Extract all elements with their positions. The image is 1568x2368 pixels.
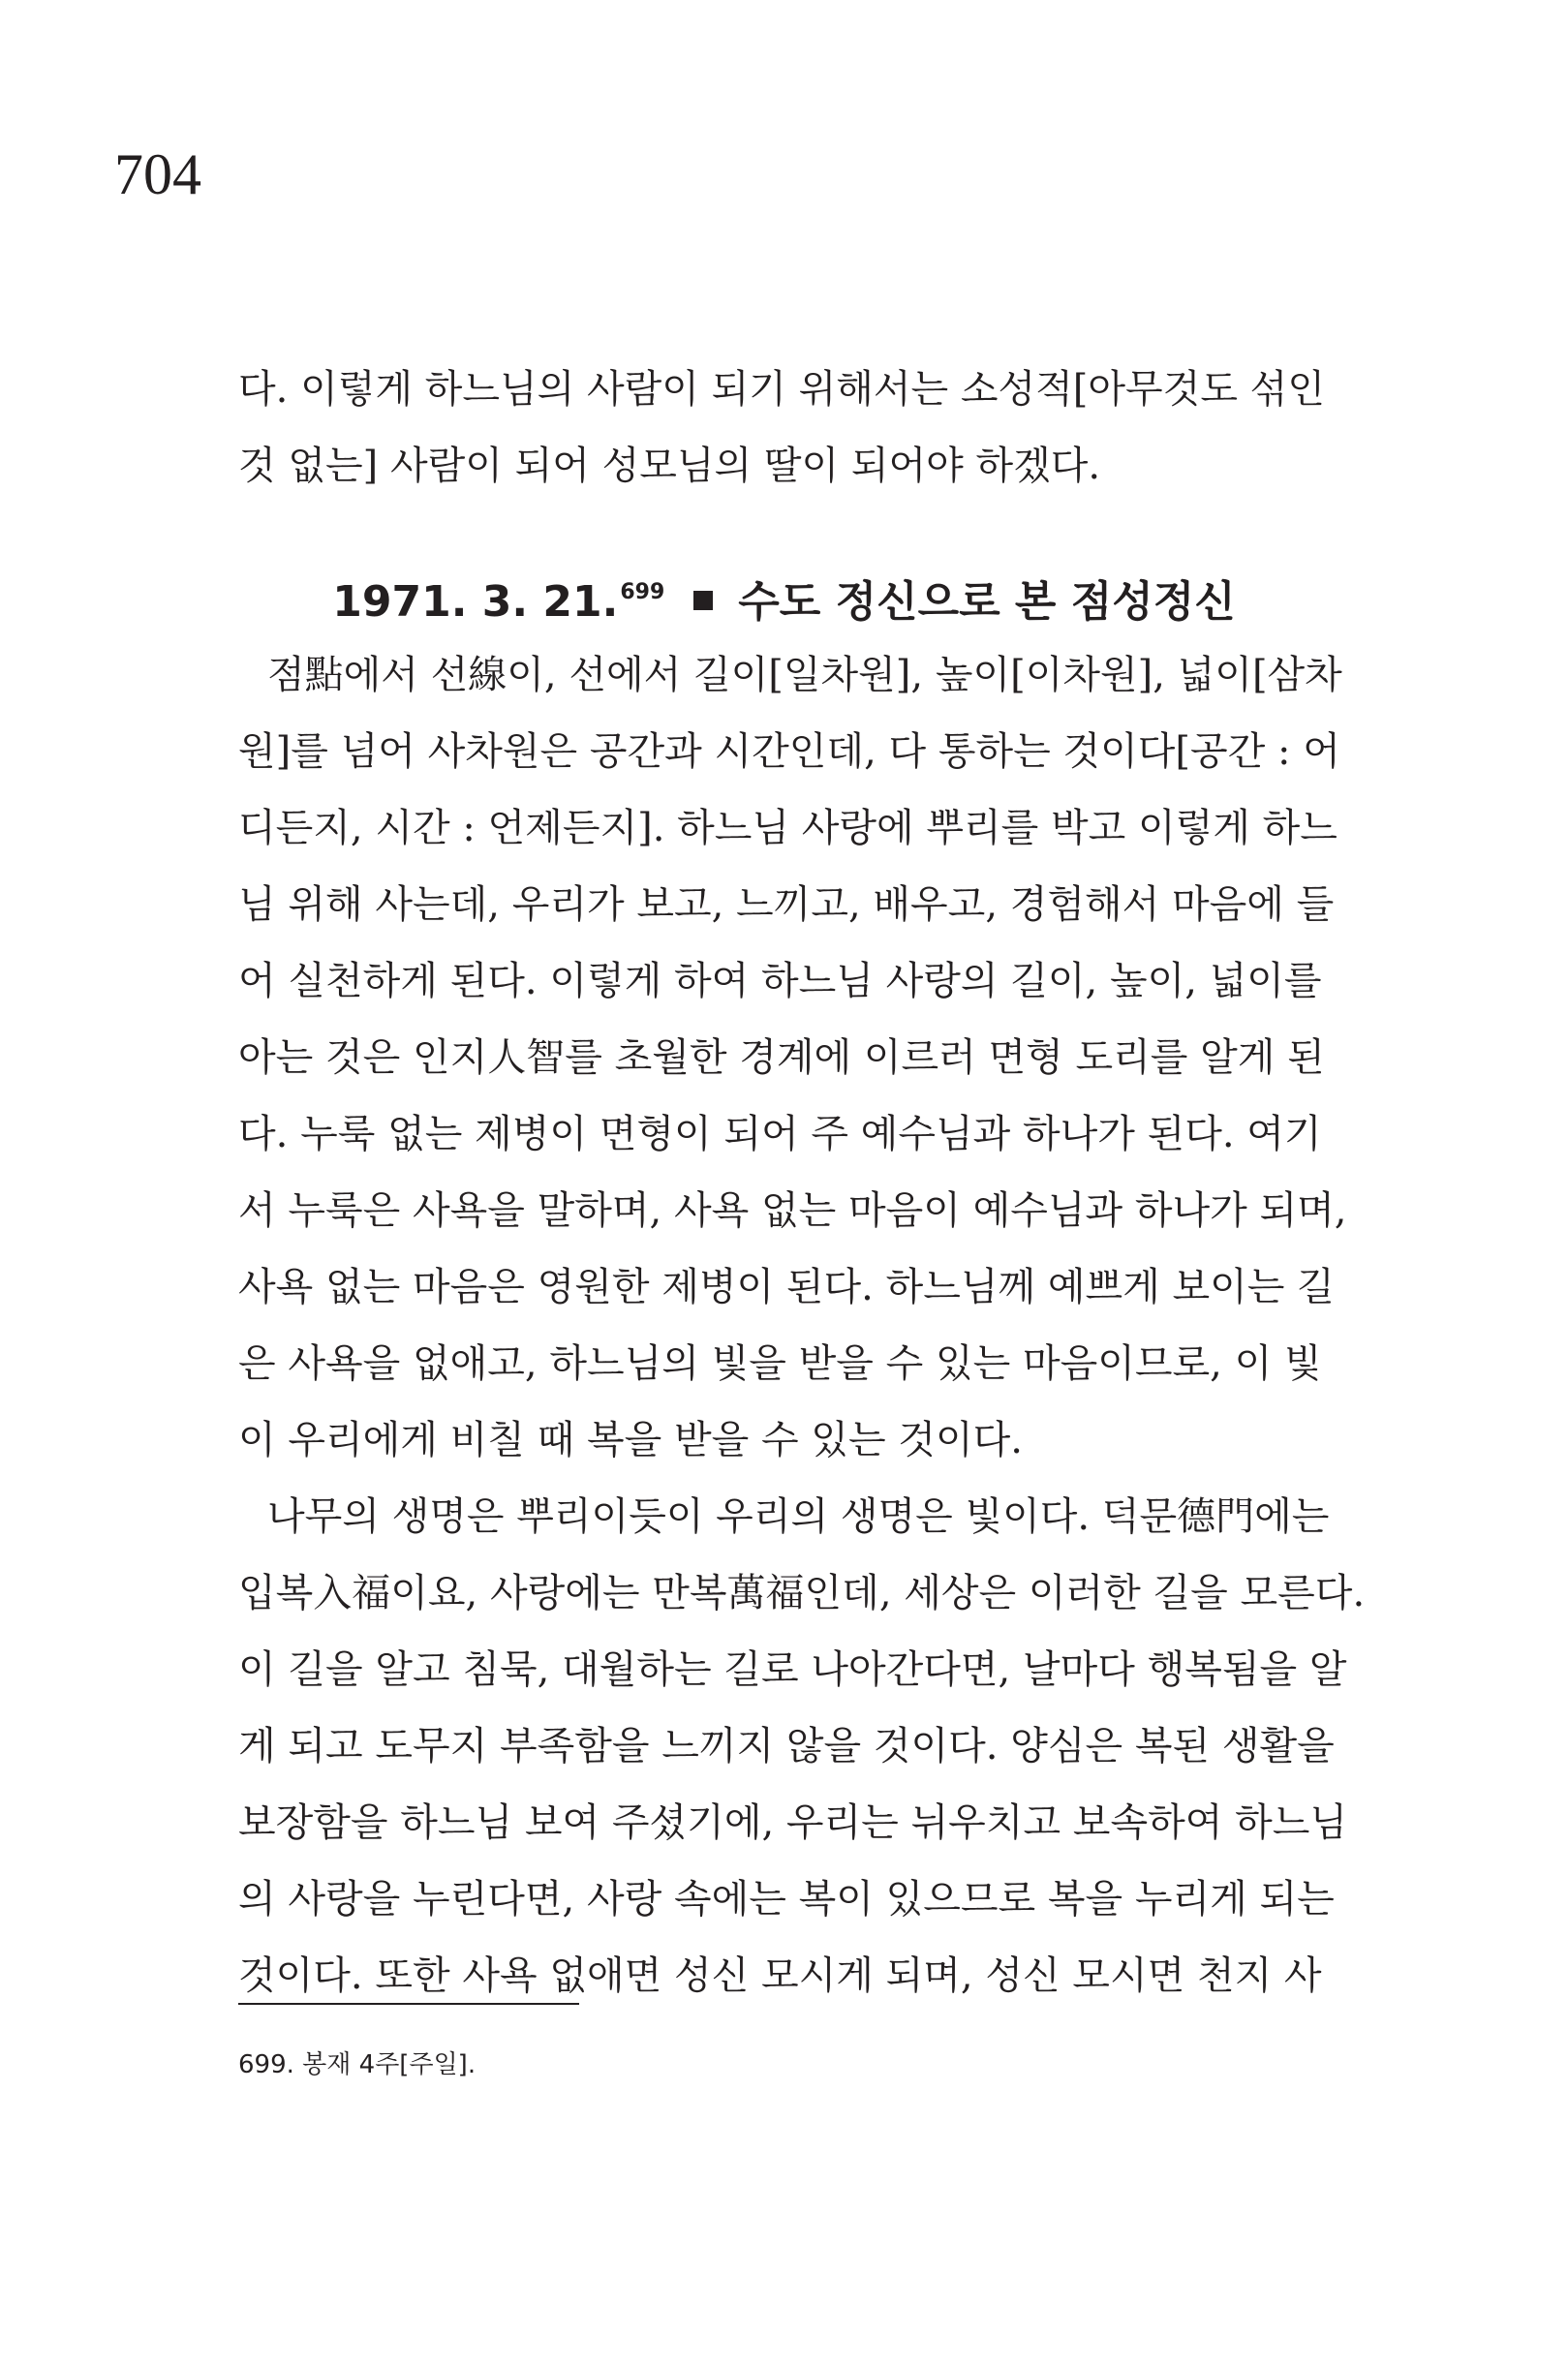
text-line: 은 사욕을 없애고, 하느님의 빛을 받을 수 있는 마음이므로, 이 빛 [238,1341,1322,1386]
text-line: 게 되고 도무지 부족함을 느끼지 않을 것이다. 양심은 복된 생활을 [238,1724,1335,1768]
text-line: 이 우리에게 비칠 때 복을 받을 수 있는 것이다. [238,1418,1023,1462]
text-line: 이 길을 알고 침묵, 대월하는 길로 나아간다면, 날마다 행복됨을 알 [238,1647,1347,1692]
text-line: 입복入福이요, 사랑에는 만복萬福인데, 세상은 이러한 길을 모른다. [238,1571,1366,1615]
text-line: 원]를 넘어 사차원은 공간과 시간인데, 다 통하는 것이다[공간 : 어 [238,729,1340,774]
square-bullet-icon [693,591,713,610]
text-line: 서 누룩은 사욕을 말하며, 사욕 없는 마음이 예수님과 하나가 되며, [238,1188,1347,1233]
text-line: 어 실천하게 된다. 이렇게 하여 하느님 사랑의 길이, 높이, 넓이를 [238,959,1322,1003]
text-line: 아는 것은 인지人智를 초월한 경계에 이르러 면형 도리를 알게 된 [238,1035,1325,1080]
footnote-ref: 699 [620,580,665,604]
footnote-divider [238,2003,579,2005]
text-line: 다. 이렇게 하느님의 사람이 되기 위해서는 소성적[아무것도 섞인 [238,367,1325,412]
text-line: 나무의 생명은 뿌리이듯이 우리의 생명은 빛이다. 덕문德門에는 [267,1494,1330,1539]
text-line: 것이다. 또한 사욕 없애면 성신 모시게 되며, 성신 모시면 천지 사 [238,1953,1322,1998]
text-line: 님 위해 사는데, 우리가 보고, 느끼고, 배우고, 경험해서 마음에 들 [238,882,1335,927]
page-number: 704 [114,142,201,206]
intro-text [238,352,1325,505]
text-line: 의 사랑을 누린다면, 사랑 속에는 복이 있으므로 복을 누리게 되는 [238,1877,1335,1922]
paragraph-2 [238,1479,1366,2014]
section-heading [0,554,1568,631]
text-line: 보장함을 하느님 보여 주셨기에, 우리는 뉘우치고 보속하여 하느님 [238,1800,1347,1845]
paragraph-1 [238,637,1347,1479]
section-date: 1971. 3. 21. [332,577,619,627]
text-line: 것 없는] 사람이 되어 성모님의 딸이 되어야 하겠다. [238,444,1101,488]
section-title: 수도 정신으로 본 점성정신 [738,577,1236,627]
text-line: 점點에서 선線이, 선에서 길이[일차원], 높이[이차원], 넓이[삼차 [267,653,1342,697]
text-line: 사욕 없는 마음은 영원한 제병이 된다. 하느님께 예쁘게 보이는 길 [238,1265,1335,1309]
text-line: 디든지, 시간 : 언제든지]. 하느님 사랑에 뿌리를 박고 이렇게 하느 [238,806,1337,850]
footnote: 699. 봉재 4주[주일]. [238,2050,477,2079]
text-line: 다. 누룩 없는 제병이 면형이 되어 주 예수님과 하나가 된다. 여기 [238,1112,1322,1156]
